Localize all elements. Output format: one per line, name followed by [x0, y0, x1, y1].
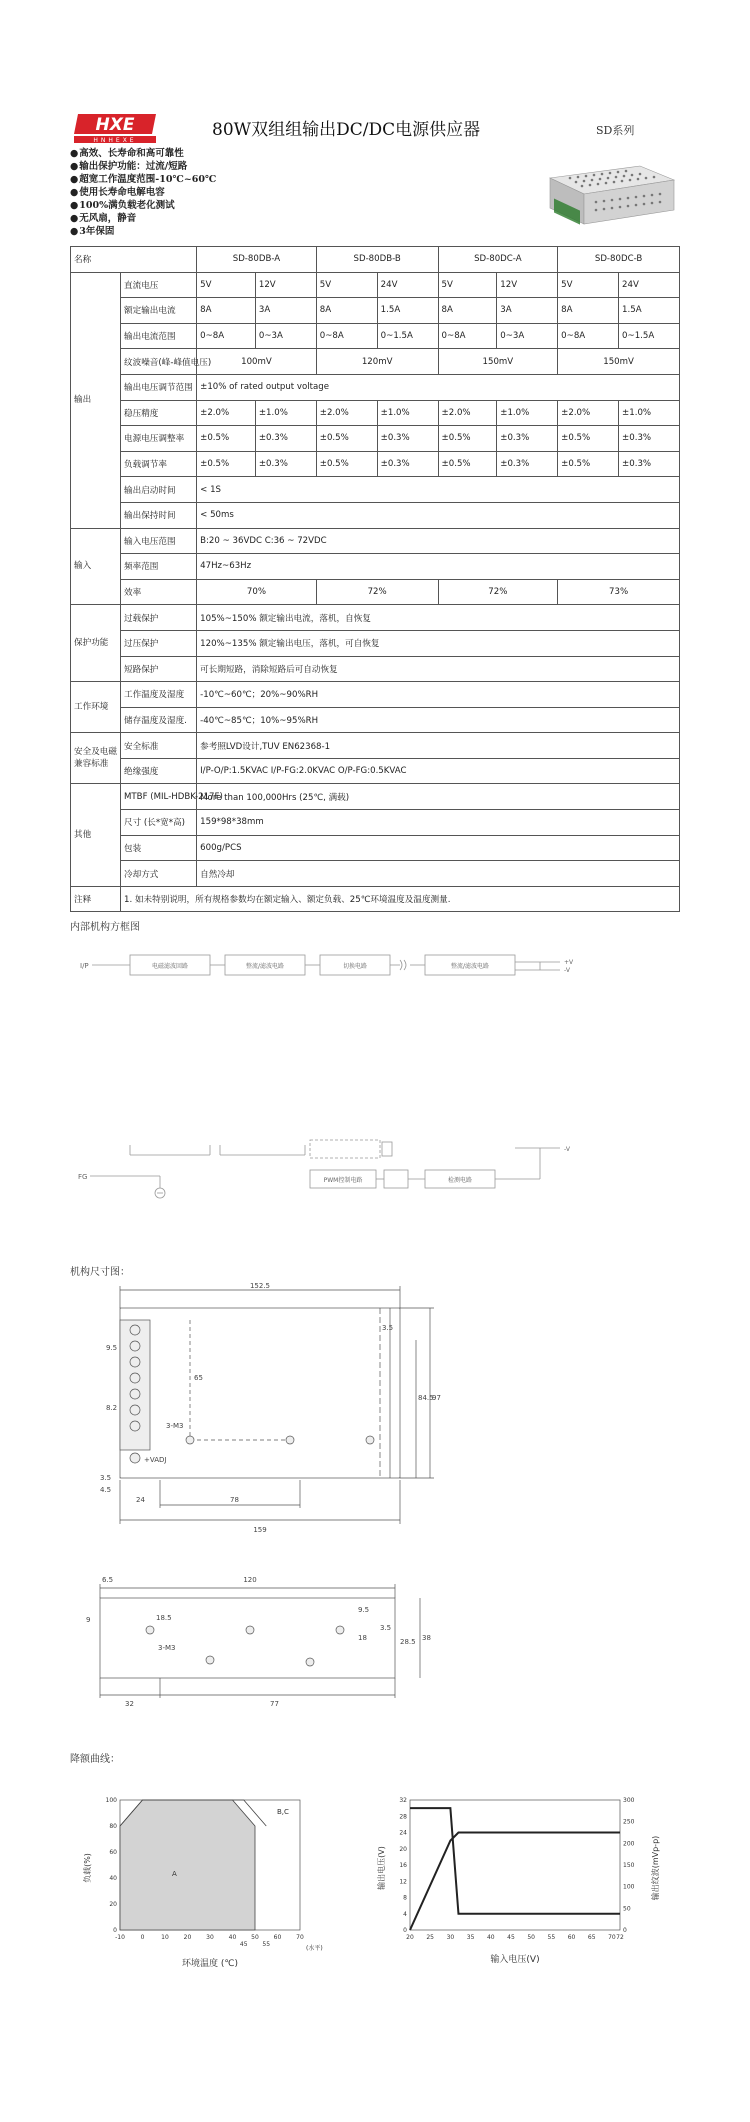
derating-chart — [70, 1790, 350, 1970]
row-label: 短路保护 — [121, 656, 197, 682]
dim-label: 3.5 — [382, 1324, 394, 1332]
table-row — [71, 426, 680, 452]
cell: ±0.3% — [255, 426, 316, 452]
cell: 150mV — [438, 349, 558, 375]
x-tick-label: 60 — [273, 1934, 282, 1941]
cell: < 1S — [197, 477, 680, 503]
product-photo — [540, 148, 678, 230]
ripple-line — [410, 1833, 620, 1931]
x-axis-label: 环境温度 (℃) — [182, 1959, 238, 1969]
table-row — [71, 861, 680, 887]
top-view-drawing — [70, 1280, 450, 1560]
cell: 1.5A — [377, 298, 438, 324]
adj-label: +VADJ — [144, 1456, 167, 1464]
group-label-protection: 保护功能 — [71, 605, 121, 682]
cell: 5V — [197, 272, 256, 298]
dim-label: 9.5 — [106, 1344, 118, 1352]
dim-label: 8.2 — [106, 1404, 118, 1412]
row-label: 直流电压 — [121, 272, 197, 298]
x-tick-label: 50 — [527, 1934, 535, 1941]
row-label: 效率 — [121, 579, 197, 605]
table-row — [71, 298, 680, 324]
cell: 3A — [255, 298, 316, 324]
y-tick-label: 8 — [403, 1894, 407, 1902]
y-axis-label: 输出电压(V) — [377, 1846, 386, 1890]
y-tick-label: 24 — [399, 1829, 407, 1837]
group-label-environment: 工作环境 — [71, 682, 121, 733]
dim-label: 152.5 — [249, 1282, 271, 1290]
block-label: 切换电路 — [342, 963, 368, 970]
table-row — [71, 528, 680, 554]
row-label: 储存温度及湿度. — [121, 707, 197, 733]
x-tick-label: 20 — [406, 1934, 414, 1941]
dim-label: 6.5 — [102, 1576, 114, 1584]
y-tick-label: 32 — [399, 1797, 407, 1804]
dim-label: 9 — [86, 1616, 91, 1624]
block-diagram — [70, 940, 590, 1200]
cell: ±2.0% — [197, 400, 256, 426]
block-label: 电磁滤波回路 — [151, 963, 189, 970]
dim-label: 3.5 — [100, 1474, 112, 1482]
cell: 159*98*38mm — [197, 810, 680, 836]
dim-label: 77 — [270, 1700, 279, 1708]
cell: I/P-O/P:1.5KVAC I/P-FG:2.0KVAC O/P-FG:0.5KVAC — [197, 758, 680, 784]
dim-label: 24 — [136, 1496, 145, 1504]
cell: 可长期短路，消除短路后可自动恢复 — [197, 656, 680, 682]
x-unit: (水平) — [306, 1945, 323, 1952]
table-row — [71, 630, 680, 656]
group-label-safety: 安全及电磁兼容标准 — [71, 733, 121, 784]
row-label: 纹波噪音(峰-峰值电压) — [121, 349, 197, 375]
y-tick-label: 4 — [403, 1910, 407, 1918]
table-row — [71, 502, 680, 528]
table-row — [71, 886, 680, 912]
x-tick-label: 40 — [486, 1934, 495, 1941]
group-label-output: 输出 — [71, 272, 121, 528]
group-label-other: 其他 — [71, 784, 121, 886]
series-label: SD系列 — [596, 124, 635, 137]
minus-v-label: -V — [564, 967, 570, 974]
cell: 73% — [558, 579, 680, 605]
cell: 12V — [497, 272, 558, 298]
table-row — [71, 682, 680, 708]
feature-item: ● 3年保固 — [70, 225, 216, 238]
y-tick-label: 100 — [105, 1797, 117, 1804]
series-label-bc: B,C — [277, 1808, 289, 1816]
derating-area — [120, 1800, 255, 1930]
y-tick-label: 28 — [399, 1813, 407, 1821]
dim-label: 84.5 — [418, 1394, 434, 1402]
row-label: 频率范围 — [121, 554, 197, 580]
block-label: 整流/滤波电路 — [450, 963, 490, 970]
cell: 0~3A — [255, 323, 316, 349]
table-row — [71, 656, 680, 682]
cell: ±0.3% — [497, 426, 558, 452]
dim-label: 28.5 — [400, 1638, 416, 1646]
input-voltage-chart — [370, 1790, 670, 1970]
dim-label: 32 — [125, 1700, 134, 1708]
y2-tick-label: 200 — [623, 1840, 635, 1848]
cell: ±2.0% — [558, 400, 619, 426]
spec-table — [70, 246, 680, 912]
cell: 5V — [316, 272, 377, 298]
row-label: 包装 — [121, 835, 197, 861]
cell: 120%~135% 额定输出电压，落机，可自恢复 — [197, 630, 680, 656]
dim-label: 78 — [230, 1496, 239, 1504]
name-header: 名称 — [71, 247, 197, 273]
model-header: SD-80DC-B — [558, 247, 680, 273]
y-axis-label: 负载(%) — [83, 1853, 92, 1883]
table-row — [71, 707, 680, 733]
feature-item: ● 100%满负载老化测试 — [70, 199, 216, 212]
table-row — [71, 758, 680, 784]
x-tick-label: 65 — [587, 1934, 596, 1941]
x-tick-label: 70 — [296, 1934, 304, 1941]
y-tick-label: 12 — [399, 1878, 407, 1886]
x-tick-label: 0 — [140, 1934, 145, 1941]
mechanical-title: 机构尺寸图： — [70, 1267, 130, 1278]
cell: ±1.0% — [255, 400, 316, 426]
feature-item: ● 高效、长寿命和高可靠性 — [70, 147, 216, 160]
table-row — [71, 477, 680, 503]
cell: ±0.5% — [197, 451, 256, 477]
cell: ±0.3% — [497, 451, 558, 477]
cell: ±0.3% — [255, 451, 316, 477]
cell: ±2.0% — [316, 400, 377, 426]
x-tick-label: 40 — [228, 1934, 237, 1941]
row-label: 尺寸 (长*宽*高) — [121, 810, 197, 836]
row-label: 输出启动时间 — [121, 477, 197, 503]
cell: 0~1.5A — [377, 323, 438, 349]
cell: ±0.5% — [558, 451, 619, 477]
dim-label: 18 — [358, 1634, 367, 1642]
row-label: 冷却方式 — [121, 861, 197, 887]
screw-label: 3-M3 — [166, 1422, 184, 1430]
y2-tick-label: 300 — [623, 1797, 635, 1804]
x-tick-label: 35 — [466, 1934, 475, 1941]
feature-item: ● 超宽工作温度范围-10℃~60℃ — [70, 173, 216, 186]
x-tick-label: 45 — [239, 1941, 248, 1948]
series-label-a: A — [172, 1870, 177, 1878]
x-tick-label: 20 — [183, 1934, 192, 1941]
cell: 8A — [197, 298, 256, 324]
cell: ±0.5% — [316, 451, 377, 477]
x-tick-label: 30 — [446, 1934, 455, 1941]
feature-list — [70, 147, 216, 238]
cell: ±0.3% — [619, 451, 680, 477]
table-row — [71, 605, 680, 631]
table-row — [71, 451, 680, 477]
cell: 8A — [438, 298, 497, 324]
cell: 0~8A — [197, 323, 256, 349]
cell: ±0.5% — [558, 426, 619, 452]
dim-label: 65 — [194, 1374, 203, 1382]
note-cell: 1. 如未特别说明，所有规格参数均在额定输入、额定负载、25℃环境温度及温度测量. — [121, 886, 680, 912]
x-tick-label: 70 — [608, 1934, 616, 1941]
cell: 0~8A — [438, 323, 497, 349]
side-view-drawing — [70, 1570, 450, 1710]
x-tick-label: 45 — [507, 1934, 515, 1941]
cell: ±0.5% — [438, 426, 497, 452]
plus-v-label: +V — [564, 959, 574, 966]
dim-label: 3.5 — [380, 1624, 392, 1632]
x-tick-label: 10 — [161, 1934, 169, 1941]
cell: 0~8A — [558, 323, 619, 349]
row-label: 输出保持时间 — [121, 502, 197, 528]
feature-item: ● 输出保护功能：过流/短路 — [70, 160, 216, 173]
y2-tick-label: 150 — [623, 1862, 635, 1869]
table-row — [71, 733, 680, 759]
row-label: 电源电压调整率 — [121, 426, 197, 452]
cell: 150mV — [558, 349, 680, 375]
row-label: 输出电压调节范围 — [121, 374, 197, 400]
cell: ±2.0% — [438, 400, 497, 426]
y-tick-label: 60 — [109, 1849, 117, 1856]
row-label: 安全标准 — [121, 733, 197, 759]
cell: 100mV — [197, 349, 317, 375]
cell: 24V — [619, 272, 680, 298]
minus-v-label-lower: -V — [564, 1146, 570, 1153]
x-tick-label: 50 — [251, 1934, 259, 1941]
y2-axis-label: 输出纹波(mVp-p) — [651, 1835, 660, 1901]
cell: 8A — [316, 298, 377, 324]
model-header: SD-80DB-B — [316, 247, 438, 273]
row-label: 负载调节率 — [121, 451, 197, 477]
cell: ±0.5% — [197, 426, 256, 452]
cell: 72% — [438, 579, 558, 605]
y-tick-label: 20 — [399, 1845, 407, 1853]
cell: 12V — [255, 272, 316, 298]
row-label: 输出电流范围 — [121, 323, 197, 349]
y-tick-label: 20 — [109, 1901, 117, 1908]
cell: 0~3A — [497, 323, 558, 349]
cell: 1.5A — [619, 298, 680, 324]
feature-item: ● 使用长寿命电解电容 — [70, 186, 216, 199]
cell: 0~1.5A — [619, 323, 680, 349]
model-header: SD-80DC-A — [438, 247, 558, 273]
cell: -10℃~60℃；20%~90%RH — [197, 682, 680, 708]
table-row — [71, 400, 680, 426]
table-row — [71, 835, 680, 861]
fg-label: FG — [78, 1173, 88, 1181]
cell: 5V — [558, 272, 619, 298]
cell: 8A — [558, 298, 619, 324]
cell: < 50ms — [197, 502, 680, 528]
row-label: 绝缘强度 — [121, 758, 197, 784]
table-row — [71, 323, 680, 349]
cell: ±0.5% — [316, 426, 377, 452]
table-row — [71, 554, 680, 580]
cell: ±1.0% — [377, 400, 438, 426]
cell: ±1.0% — [497, 400, 558, 426]
row-label: 工作温度及湿度 — [121, 682, 197, 708]
table-row — [71, 810, 680, 836]
cell: ±0.3% — [377, 426, 438, 452]
row-label: 输入电压范围 — [121, 528, 197, 554]
cell: 120mV — [316, 349, 438, 375]
block-diagram-title: 内部机构方框图 — [70, 922, 140, 933]
dim-label: 18.5 — [156, 1614, 172, 1622]
x-tick-label: 30 — [206, 1934, 214, 1941]
cell: 70% — [197, 579, 317, 605]
cell: 105%~150% 额定输出电流，落机，自恢复 — [197, 605, 680, 631]
cell: 72% — [316, 579, 438, 605]
dim-label: 4.5 — [100, 1486, 112, 1494]
cell: -40℃~85℃；10%~95%RH — [197, 707, 680, 733]
x-tick-label: 72 — [616, 1934, 624, 1941]
x-tick-label: -10 — [115, 1934, 125, 1941]
x-tick-label: 60 — [567, 1934, 576, 1941]
group-label-note: 注释 — [71, 886, 121, 912]
x-tick-label: 55 — [547, 1934, 556, 1941]
cell: 3A — [497, 298, 558, 324]
cell: ±1.0% — [619, 400, 680, 426]
y-tick-label: 0 — [113, 1927, 117, 1934]
row-label: MTBF (MIL-HDBK-217F) — [121, 784, 197, 810]
table-row — [71, 374, 680, 400]
dim-label: 120 — [243, 1576, 257, 1584]
row-label: 稳压精度 — [121, 400, 197, 426]
dim-label: 97 — [432, 1394, 441, 1402]
cell: B:20 ~ 36VDC C:36 ~ 72VDC — [197, 528, 680, 554]
row-label: 额定输出电流 — [121, 298, 197, 324]
cell: 24V — [377, 272, 438, 298]
y-tick-label: 40 — [109, 1875, 117, 1882]
model-header: SD-80DB-A — [197, 247, 317, 273]
cell: 47Hz~63Hz — [197, 554, 680, 580]
cell: ±0.3% — [619, 426, 680, 452]
cell: 5V — [438, 272, 497, 298]
block-label: 整流/滤波电路 — [245, 963, 285, 970]
table-row — [71, 247, 680, 273]
brand-logo — [72, 112, 158, 144]
cell: 自然冷却 — [197, 861, 680, 887]
page-title: 80W双组组输出DC/DC电源供应器 — [212, 120, 481, 140]
table-row — [71, 272, 680, 298]
x-tick-label: 25 — [426, 1934, 435, 1941]
x-axis-label: 输入电压(V) — [490, 1955, 540, 1965]
y-tick-label: 80 — [109, 1823, 117, 1830]
cell: 600g/PCS — [197, 835, 680, 861]
cell: 参考照LVD设计,TUV EN62368-1 — [197, 733, 680, 759]
y2-tick-label: 50 — [623, 1905, 631, 1913]
feature-item: ● 无风扇，静音 — [70, 212, 216, 225]
cell: ±0.5% — [438, 451, 497, 477]
ip-label: I/P — [80, 962, 89, 970]
table-row — [71, 784, 680, 810]
x-tick-label: 55 — [262, 1941, 271, 1948]
table-row — [71, 579, 680, 605]
dim-label: 9.5 — [358, 1606, 370, 1614]
table-row — [71, 349, 680, 375]
row-label: 过载保护 — [121, 605, 197, 631]
dim-label: 3-M3 — [158, 1644, 176, 1652]
group-label-input: 输入 — [71, 528, 121, 605]
logo-text: HXE — [95, 115, 135, 135]
y-tick-label: 0 — [403, 1927, 407, 1934]
y2-tick-label: 0 — [623, 1927, 627, 1934]
logo-sub: HNHEXE — [93, 137, 137, 144]
y2-tick-label: 250 — [623, 1818, 635, 1826]
row-label: 过压保护 — [121, 630, 197, 656]
cell: More than 100,000Hrs (25℃, 满载) — [197, 784, 680, 810]
dim-label: 38 — [422, 1634, 431, 1642]
detect-label: 检测电路 — [447, 1177, 473, 1184]
cell: 0~8A — [316, 323, 377, 349]
dim-label: 159 — [253, 1526, 267, 1534]
cell: ±10% of rated output voltage — [197, 374, 680, 400]
pwm-label: PWM控制电路 — [323, 1177, 363, 1184]
y-tick-label: 16 — [399, 1862, 407, 1869]
cell: ±0.3% — [377, 451, 438, 477]
y2-tick-label: 100 — [623, 1883, 635, 1891]
derating-title: 降额曲线： — [70, 1754, 120, 1765]
